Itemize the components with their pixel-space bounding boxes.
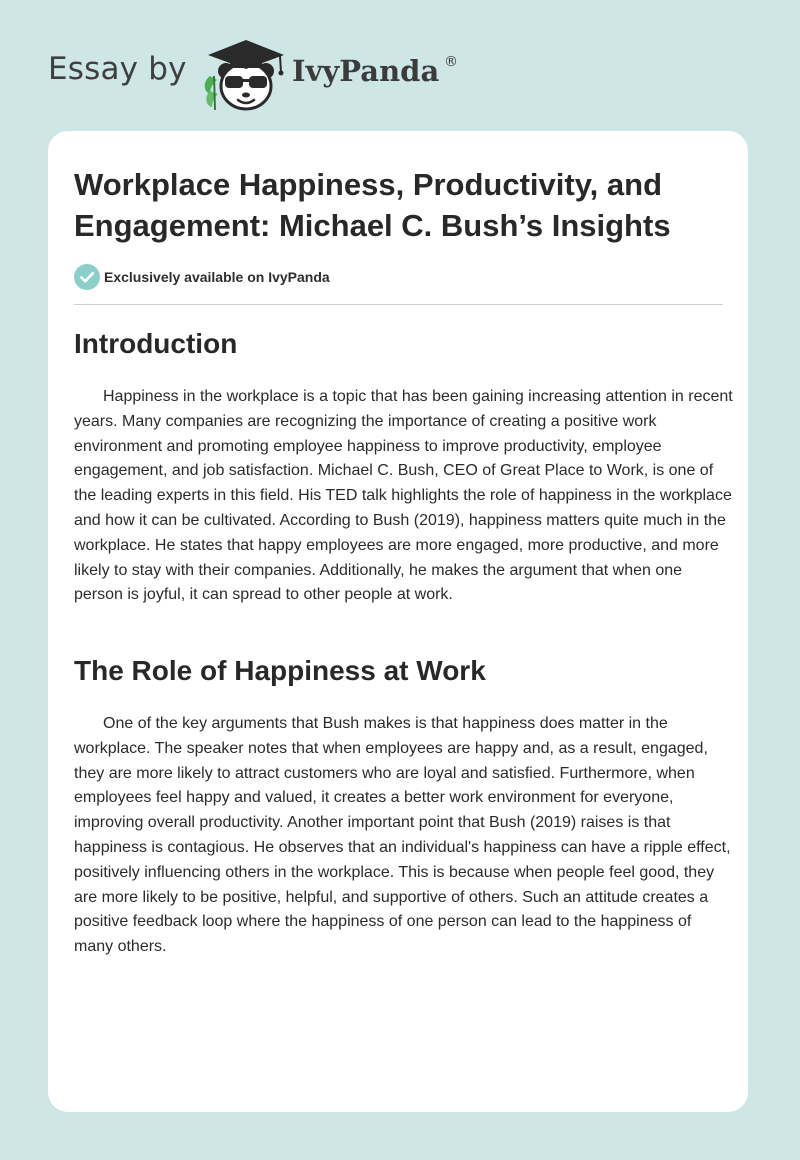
title-divider [74,304,723,305]
panda-graduate-logo-icon[interactable] [200,36,290,114]
essay-card [48,131,748,1112]
section-heading-introduction: Introduction [74,328,238,359]
site-header [48,34,478,114]
ivypanda-brand-name[interactable]: IvyPanda [292,54,440,88]
check-circle-icon [74,264,100,290]
section-heading-role-of-happiness: The Role of Happiness at Work [74,655,486,686]
section-paragraph-introduction: Happiness in the workplace is a topic that has been gaining increasing attention in recent years. Many companies are recognizing the importance of creating a positive work environment and promoting employee happiness to improve productivity, employee engagement, and job satisfaction. Michael C. Bush, CEO of Great Place to Work, is one of the leading experts in this field. His TED talk highlights the role of happiness in the workplace and how it can be cultivated. According to Bush (2019), happiness matters quite much in the workplace. He states that happy employees are more engaged, more productive, and more likely to stay with their companies. Additionally, he makes the argument that when one person is joyful, it can spread to other people at work. [74,388,733,604]
registered-mark: ® [444,54,458,70]
essay-title: Workplace Happiness, Productivity, and Engagement: Michael C. Bush’s Insights [74,167,671,243]
essay-by-label: Essay by [48,51,187,87]
exclusive-badge-text: Exclusively available on IvyPanda [104,269,330,285]
section-paragraph-role-of-happiness: One of the key arguments that Bush makes is that happiness does matter in the workplace. The speaker notes that when employees are happy and, as a result, engaged, they are more likely to attract customers who are loyal and satisfied. Furthermore, when employees feel happy and valued, it creates a better work environment for everyone, improving overall productivity. Another important point that Bush (2019) raises is that happiness is contagious. He observes that an individual's happiness can have a ripple effect, positively influencing others in the workplace. This is because when people feel good, they are more likely to be positive, helpful, and supportive of others. Such an attitude creates a positive feedback loop where the happiness of one person can lead to the happiness of many others. [74,715,731,956]
exclusive-badge [74,264,330,290]
